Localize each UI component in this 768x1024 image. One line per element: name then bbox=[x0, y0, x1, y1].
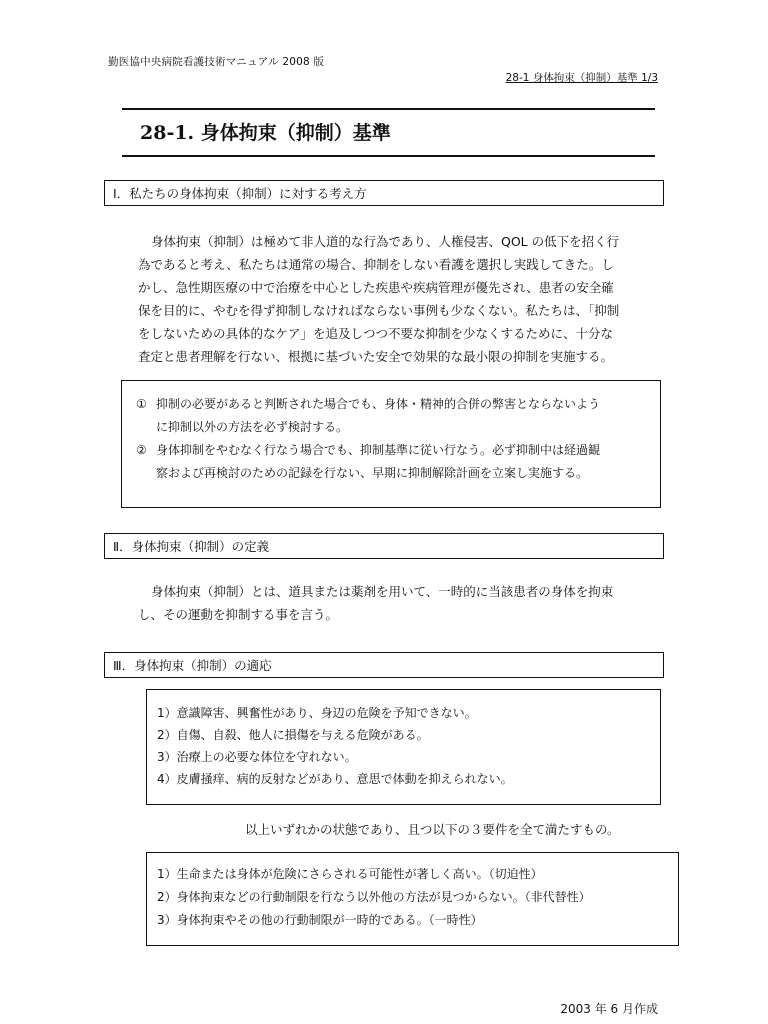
section2-paragraph bbox=[138, 580, 668, 626]
condition-item: 4）皮膚掻痒、病的反射などがあり、意思で体動を抑えられない。 bbox=[157, 772, 513, 786]
title-rule-top bbox=[122, 108, 655, 110]
requirement-item: 3）身体拘束やその他の行動制限が一時的である。（一時性） bbox=[157, 913, 483, 927]
requirements-note: 以上いずれかの状態であり、且つ以下の３要件を全て満たすもの。 bbox=[245, 822, 620, 837]
section1-line: 査定と患者理解を行ない、根拠に基づいた安全で効果的な最小限の抑制を実施する。 bbox=[138, 349, 614, 364]
principle-item bbox=[136, 393, 646, 439]
section2-heading: Ⅱ．身体拘束（抑制）の定義 bbox=[104, 533, 664, 559]
footer-date: 2003 年 6 月作成 bbox=[560, 1002, 658, 1016]
principle-line: に抑制以外の方法を必ず検討する。 bbox=[156, 420, 349, 434]
principle-line: 抑制の必要があると判断された場合でも、身体・精神的合併の弊害とならないよう bbox=[156, 397, 601, 411]
principle-line: 察および再検討のための記録を行ない、早期に抑制解除計画を立案し実施する。 bbox=[156, 466, 589, 480]
page-title: 28-1. 身体拘束（抑制）基準 bbox=[140, 122, 391, 144]
header-page-ref: 28-1 身体拘束（抑制）基準 1/3 bbox=[505, 72, 658, 84]
conditions-box bbox=[146, 689, 661, 805]
header-org: 勤医協中央病院看護技術マニュアル 2008 版 bbox=[108, 56, 325, 68]
condition-item: 3）治療上の必要な体位を守れない。 bbox=[157, 750, 357, 764]
section1-line: かし、急性期医療の中で治療を中心とした疾患や疾病管理が優先され、患者の安全確 bbox=[138, 280, 614, 295]
section2-line: 身体拘束（抑制）とは、道具または薬剤を用いて、一時的に当該患者の身体を拘束 bbox=[151, 584, 614, 599]
section2-line: し、その運動を抑制する事を言う。 bbox=[138, 607, 339, 622]
principles-box bbox=[121, 380, 661, 508]
condition-item: 2）自傷、自殺、他人に損傷を与える危険がある。 bbox=[157, 728, 429, 742]
requirement-item: 1）生命または身体が危険にさらされる可能性が著しく高い。（切迫性） bbox=[157, 867, 543, 881]
condition-item: 1）意識障害、興奮性があり、身辺の危険を予知できない。 bbox=[157, 706, 477, 720]
section1-line: 保を目的に、やむを得ず抑制しなければならない事例も少なくない。私たちは、「抑制 bbox=[138, 303, 620, 318]
requirement-item: 2）身体拘束などの行動制限を行なう以外他の方法が見つからない。（非代替性） bbox=[157, 890, 591, 904]
section1-heading: Ⅰ．私たちの身体拘束（抑制）に対する考え方 bbox=[104, 180, 664, 206]
principle-line: 身体抑制をやむなく行なう場合でも、抑制基準に従い行なう。必ず抑制中は経過観 bbox=[156, 443, 601, 457]
section1-line: 身体拘束（抑制）は極めて非人道的な行為であり、人権侵害、QOL の低下を招く行 bbox=[151, 234, 620, 249]
section1-paragraph bbox=[138, 230, 668, 368]
principle-item bbox=[136, 439, 646, 485]
section1-line: をしないための具体的なケア」を追及しつつ不要な抑制を少なくするために、十分な bbox=[138, 326, 614, 341]
principle-number: ② bbox=[136, 443, 147, 457]
requirements-box bbox=[146, 852, 679, 946]
section1-line: 為であると考え、私たちは通常の場合、抑制をしない看護を選択し実践してきた。し bbox=[138, 257, 614, 272]
title-rule-bottom bbox=[122, 155, 655, 157]
section3-heading: Ⅲ．身体拘束（抑制）の適応 bbox=[104, 652, 664, 678]
principle-number: ① bbox=[136, 397, 147, 411]
